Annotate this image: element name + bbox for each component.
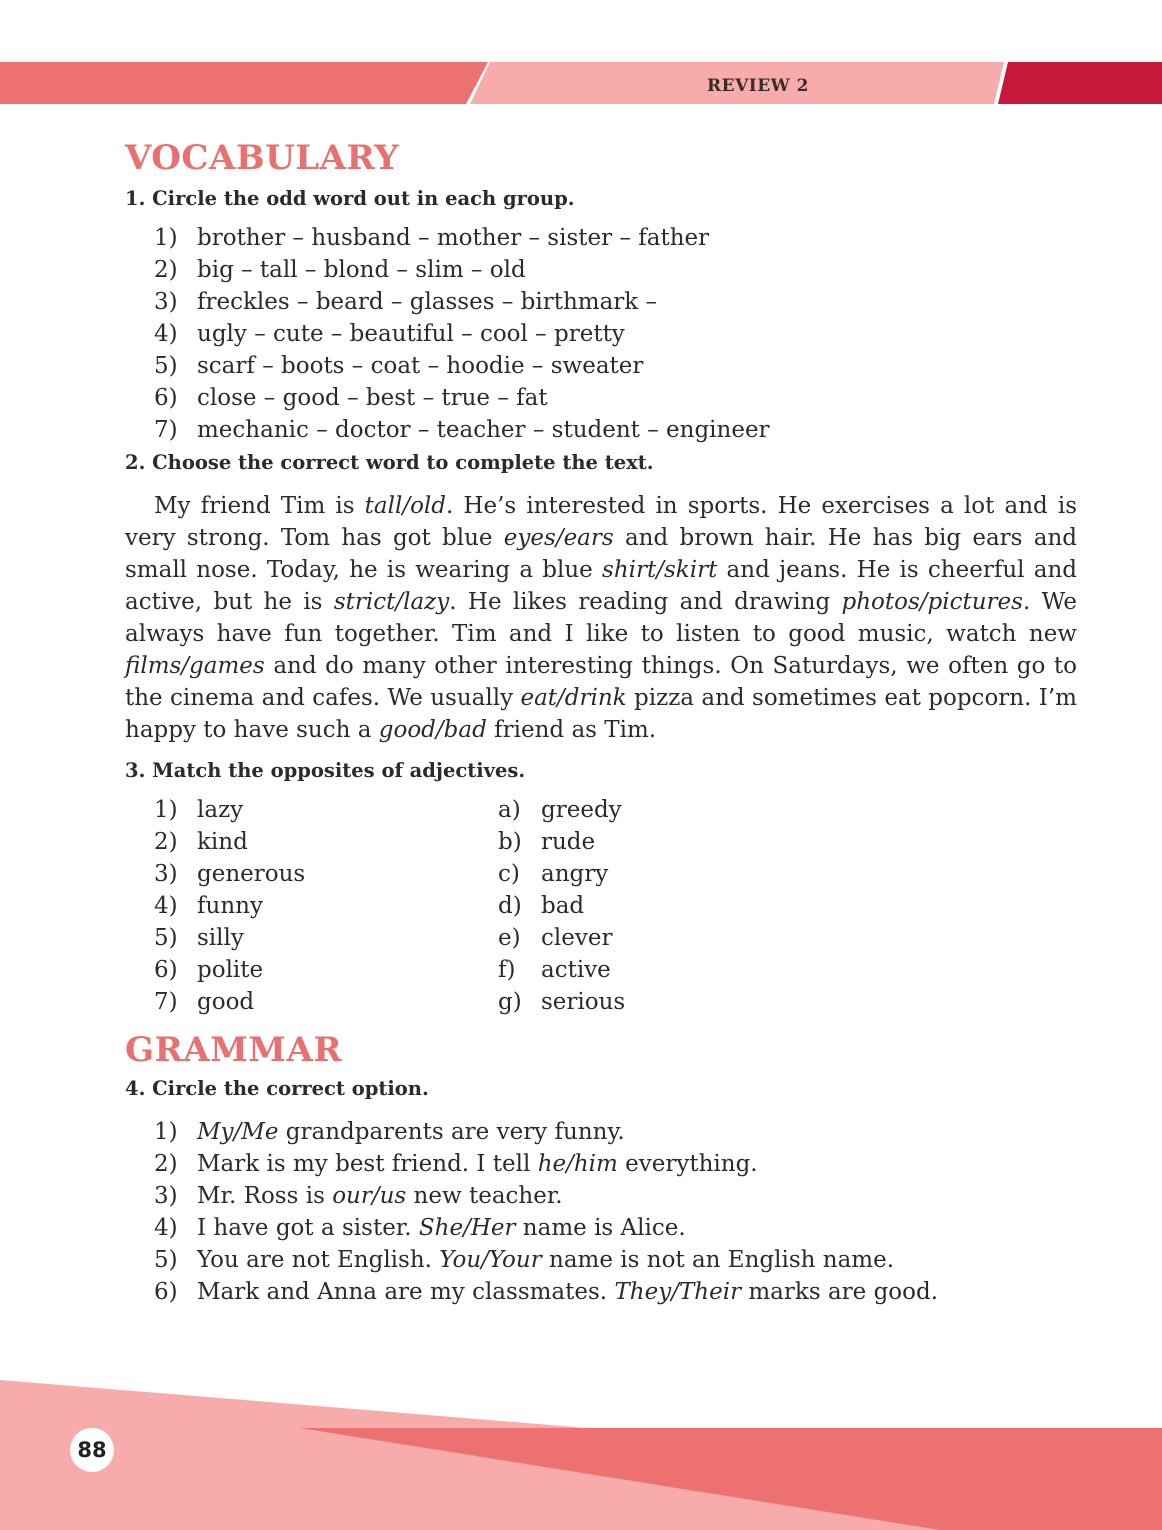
item-text: brother – husband – mother – sister – father bbox=[197, 225, 710, 251]
header-title: REVIEW 2 bbox=[706, 76, 810, 96]
sentence-before: You are not English. bbox=[197, 1247, 440, 1273]
item-number: c) bbox=[498, 861, 520, 887]
item-text: serious bbox=[541, 989, 626, 1015]
item-text: bad bbox=[541, 893, 585, 919]
word-choice: films/games bbox=[125, 653, 265, 679]
word-choice: strict/lazy bbox=[333, 589, 450, 615]
sentence-before: Mark and Anna are my classmates. bbox=[197, 1279, 615, 1305]
item-text: silly bbox=[197, 925, 244, 951]
match-item bbox=[154, 890, 498, 922]
item-text: mechanic – doctor – teacher – student – engineer bbox=[197, 417, 770, 443]
header-band-dark bbox=[998, 62, 1162, 104]
item-number: b) bbox=[498, 829, 522, 855]
match-item bbox=[154, 826, 498, 858]
item-number: f) bbox=[498, 957, 516, 983]
match-item bbox=[498, 794, 625, 826]
list-item bbox=[154, 254, 1077, 286]
task3-right-column bbox=[498, 794, 625, 1018]
sentence-after: name is not an English name. bbox=[541, 1247, 895, 1273]
list-item bbox=[154, 350, 1077, 382]
item-number: 7) bbox=[154, 989, 178, 1015]
text-segment: . We always have fun together. Tim and I like to listen to good music, watch new bbox=[125, 589, 1077, 647]
item-text: freckles – beard – glasses – birthmark – bbox=[197, 289, 658, 315]
sentence-after: new teacher. bbox=[406, 1183, 563, 1209]
option-choice: our/us bbox=[332, 1183, 407, 1209]
match-item bbox=[498, 986, 625, 1018]
item-text: lazy bbox=[197, 797, 244, 823]
item-text: angry bbox=[541, 861, 609, 887]
item-number: 3) bbox=[154, 289, 178, 315]
word-choice: shirt/skirt bbox=[602, 557, 718, 583]
vocabulary-title: VOCABULARY bbox=[125, 138, 399, 178]
item-number: 1) bbox=[154, 797, 178, 823]
list-item bbox=[154, 318, 1077, 350]
list-item bbox=[154, 1116, 1077, 1148]
item-number: d) bbox=[498, 893, 522, 919]
item-number: 6) bbox=[154, 957, 178, 983]
item-number: 4) bbox=[154, 1215, 178, 1241]
sentence-before: I have got a sister. bbox=[197, 1215, 419, 1241]
match-item bbox=[498, 954, 625, 986]
match-item bbox=[154, 954, 498, 986]
list-item bbox=[154, 1148, 1077, 1180]
list-item bbox=[154, 1244, 1077, 1276]
item-text: ugly – cute – beautiful – cool – pretty bbox=[197, 321, 625, 347]
sentence bbox=[197, 1212, 686, 1244]
option-choice: he/him bbox=[537, 1151, 618, 1177]
item-text: close – good – best – true – fat bbox=[197, 385, 548, 411]
option-choice: My/Me bbox=[197, 1119, 279, 1145]
item-number: 5) bbox=[154, 1247, 178, 1273]
text-segment: . He likes reading and drawing bbox=[449, 589, 842, 615]
task4 bbox=[125, 1076, 1077, 1308]
option-choice: You/Your bbox=[439, 1247, 542, 1273]
item-text: funny bbox=[197, 893, 263, 919]
task2-text bbox=[125, 490, 1077, 746]
match-item bbox=[154, 794, 498, 826]
option-choice: She/Her bbox=[418, 1215, 516, 1241]
task2 bbox=[125, 450, 1077, 746]
match-item bbox=[498, 922, 625, 954]
word-choice: tall/old bbox=[364, 493, 447, 519]
option-choice: They/Their bbox=[614, 1279, 742, 1305]
page-content bbox=[125, 136, 1077, 1308]
item-text: scarf – boots – coat – hoodie – sweater bbox=[197, 353, 644, 379]
task3-match bbox=[125, 794, 1077, 1018]
item-number: 3) bbox=[154, 861, 178, 887]
sentence-before: Mr. Ross is bbox=[197, 1183, 333, 1209]
match-item bbox=[498, 858, 625, 890]
item-text: big – tall – blond – slim – old bbox=[197, 257, 526, 283]
word-choice: eyes/ears bbox=[503, 525, 614, 551]
item-number: 6) bbox=[154, 1279, 178, 1305]
sentence bbox=[197, 1116, 625, 1148]
item-text: good bbox=[197, 989, 255, 1015]
task1-heading: 1. Circle the odd word out in each group. bbox=[125, 187, 575, 210]
item-text: active bbox=[541, 957, 611, 983]
footer-band bbox=[0, 1380, 1162, 1530]
item-text: rude bbox=[541, 829, 596, 855]
word-choice: eat/drink bbox=[520, 685, 627, 711]
item-text: generous bbox=[197, 861, 306, 887]
item-text: greedy bbox=[541, 797, 622, 823]
item-number: e) bbox=[498, 925, 521, 951]
sentence-after: name is Alice. bbox=[515, 1215, 686, 1241]
list-item bbox=[154, 382, 1077, 414]
sentence bbox=[197, 1148, 758, 1180]
item-number: g) bbox=[498, 989, 522, 1015]
match-item bbox=[154, 858, 498, 890]
item-text: polite bbox=[197, 957, 264, 983]
header-band-red bbox=[0, 62, 488, 104]
sentence-after: everything. bbox=[617, 1151, 758, 1177]
text-segment: . He’s interested in sports. He exercises a lot and is very strong. Tom has got blue bbox=[125, 493, 1077, 551]
item-number: 2) bbox=[154, 1151, 178, 1177]
page-number: 88 bbox=[70, 1428, 114, 1472]
task1-list bbox=[125, 222, 1077, 446]
list-item bbox=[154, 286, 1077, 318]
match-item bbox=[154, 922, 498, 954]
text-segment: and brown hair. He has big ears and small nose. Today, he is wearing a blue bbox=[125, 525, 1077, 583]
sentence bbox=[197, 1180, 563, 1212]
item-number: a) bbox=[498, 797, 521, 823]
list-item bbox=[154, 1212, 1077, 1244]
list-item bbox=[154, 414, 1077, 446]
item-number: 1) bbox=[154, 1119, 178, 1145]
item-number: 5) bbox=[154, 353, 178, 379]
header-band bbox=[0, 0, 1162, 110]
word-choice: photos/pictures bbox=[841, 589, 1023, 615]
task3 bbox=[125, 758, 1077, 1018]
word-choice: good/bad bbox=[378, 717, 487, 743]
item-number: 7) bbox=[154, 417, 178, 443]
item-number: 2) bbox=[154, 257, 178, 283]
match-item bbox=[498, 890, 625, 922]
sentence-after: grandparents are very funny. bbox=[278, 1119, 625, 1145]
list-item bbox=[154, 222, 1077, 254]
match-item bbox=[498, 826, 625, 858]
list-item bbox=[154, 1180, 1077, 1212]
match-item bbox=[154, 986, 498, 1018]
sentence-before: Mark is my best friend. I tell bbox=[197, 1151, 538, 1177]
item-number: 3) bbox=[154, 1183, 178, 1209]
text-segment: and jeans. He is cheerful and active, but he is bbox=[125, 557, 1077, 615]
item-number: 4) bbox=[154, 893, 178, 919]
task3-left-column bbox=[154, 794, 498, 1018]
task4-list bbox=[125, 1116, 1077, 1308]
item-number: 4) bbox=[154, 321, 178, 347]
item-text: kind bbox=[197, 829, 248, 855]
item-text: clever bbox=[541, 925, 613, 951]
sentence-after: marks are good. bbox=[741, 1279, 939, 1305]
text-segment: My friend Tim is bbox=[154, 493, 365, 519]
text-segment: pizza and sometimes eat popcorn. I’m happy to have such a bbox=[125, 685, 1077, 743]
item-number: 1) bbox=[154, 225, 178, 251]
item-number: 5) bbox=[154, 925, 178, 951]
sentence bbox=[197, 1244, 894, 1276]
text-segment: and do many other interesting things. On Saturdays, we often go to the cinema and cafes. We usually bbox=[125, 653, 1077, 711]
item-number: 6) bbox=[154, 385, 178, 411]
sentence bbox=[197, 1276, 938, 1308]
task3-heading: 3. Match the opposites of adjectives. bbox=[125, 759, 526, 782]
task2-heading: 2. Choose the correct word to complete the text. bbox=[125, 451, 654, 474]
task4-heading: 4. Circle the correct option. bbox=[125, 1077, 429, 1100]
text-segment: friend as Tim. bbox=[486, 717, 657, 743]
grammar-title: GRAMMAR bbox=[125, 1030, 343, 1070]
task1 bbox=[125, 186, 1077, 446]
item-number: 2) bbox=[154, 829, 178, 855]
list-item bbox=[154, 1276, 1077, 1308]
